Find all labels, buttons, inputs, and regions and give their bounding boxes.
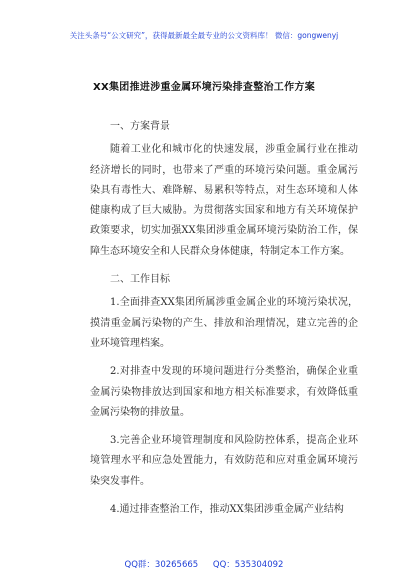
qq-number-text: QQ：535304092 bbox=[212, 560, 284, 570]
document-title: XX集团推进涉重金属环境污染排查整治工作方案 bbox=[92, 82, 316, 93]
contact-footer bbox=[0, 558, 408, 570]
paragraph-goal-3: 3.完善企业环境管理制度和风险防控体系，提高企业环境管理水平和应急处置能力，有效防范和应对重金属环境污染突发事件。 bbox=[90, 435, 358, 487]
document-body bbox=[90, 117, 358, 528]
promo-header: 关注头条号“公文研究”，获得最新最全最专业的公文资料库！ 微信：gongwenyj bbox=[69, 31, 339, 40]
paragraph-goal-2: 2.对排查中发现的环境问题进行分类整治，确保企业重金属污染物排放达到国家和地方相关标准要求，有效降低重金属污染物的排放量。 bbox=[90, 366, 358, 418]
paragraph-goal-4: 4.通过排查整治工作，推动XX集团涉重金属产业结构 bbox=[110, 504, 344, 516]
paragraph-goal-1: 1.全面排查XX集团所属涉重金属企业的环境污染状况，摸清重金属污染物的产生、排放和治理情况，建立完善的企业环境管理档案。 bbox=[90, 297, 358, 349]
section-heading-goals: 二、工作目标 bbox=[110, 274, 170, 286]
paragraph-background: 随着工业化和城市化的快速发展，涉重金属行业在推动经济增长的同时，也带来了严重的环境污染问题。重金属污染具有毒性大、难降解、易累积等特点，对生态环境和人体健康构成了巨大威胁。为贯彻落实国家和地方有关环境保护政策要求，切实加强XX集团涉重金属环境污染防治工作，保障生态环境安全和人民群众身体健康，特制定本工作方案。 bbox=[90, 144, 358, 257]
qq-group-text: QQ群：30265665 bbox=[124, 560, 199, 570]
section-heading-background: 一、方案背景 bbox=[110, 121, 170, 132]
